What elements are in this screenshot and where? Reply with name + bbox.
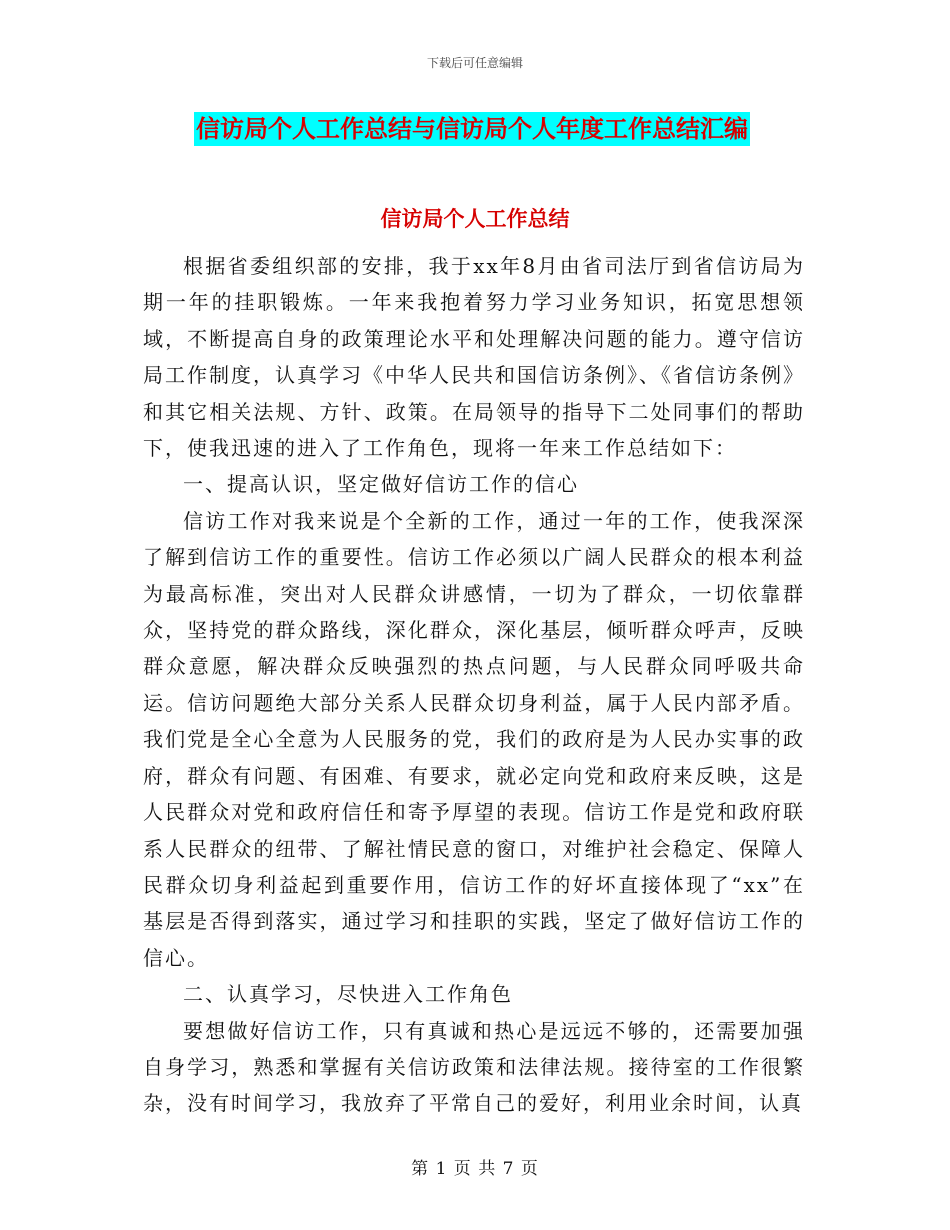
paragraph-intro: 根据省委组织部的安排，我于xx年8月由省司法厅到省信访局为期一年的挂职锻炼。一年来我抱着努力学习业务知识，拓宽思想领域，不断提高自身的政策理论水平和处理解决问题的能力。遵守信访局工作制度，认真学习《中华人民共和国信访条例》、《省信访条例》和其它相关法规、方针、政策。在局领导的指导下二处同事们的帮助下，使我迅速的进入了工作角色，现将一年来工作总结如下： (143, 254, 805, 461)
heading-section-1: 一、提高认识，坚定做好信访工作的信心 (183, 472, 579, 497)
heading-section-2: 二、认真学习，尽快进入工作角色 (183, 982, 513, 1007)
header-note: 下载后可任意编辑 (426, 56, 523, 70)
paragraph-section-1: 信访工作对我来说是个全新的工作，通过一年的工作，使我深深了解到信访工作的重要性。信访工作必须以广阔人民群众的根本利益为最高标准，突出对人民群众讲感情，一切为了群众，一切依靠群众，坚持党的群众路线，深化群众，深化基层，倾听群众呼声，反映群众意愿，解决群众反映强烈的热点问题，与人民群众同呼吸共命运。信访问题绝大部分关系人民群众切身利益，属于人民内部矛盾。我们党是全心全意为人民服务的党，我们的政府是为人民办实事的政府，群众有问题、有困难、有要求，就必定向党和政府来反映，这是人民群众对党和政府信任和寄予厚望的表现。信访工作是党和政府联系人民群众的纽带、了解社情民意的窗口，对维护社会稳定、保障人民群众切身利益起到重要作用，信访工作的好坏直接体现了“xx”在基层是否得到落实，通过学习和挂职的实践，坚定了做好信访工作的信心。 (143, 508, 805, 970)
body-text (143, 248, 805, 1122)
document-main-title: 信访局个人工作总结与信访局个人年度工作总结汇编 (194, 112, 750, 146)
page-footer: 第 1 页 共 7 页 (411, 1159, 539, 1179)
paragraph-section-2: 要想做好信访工作，只有真诚和热心是远远不够的，还需要加强自身学习，熟悉和掌握有关信访政策和法律法规。接待室的工作很繁杂，没有时间学习，我放弃了平常自己的爱好，利用业余时间，认真 (143, 1018, 805, 1116)
section-title: 信访局个人工作总结 (380, 206, 570, 231)
